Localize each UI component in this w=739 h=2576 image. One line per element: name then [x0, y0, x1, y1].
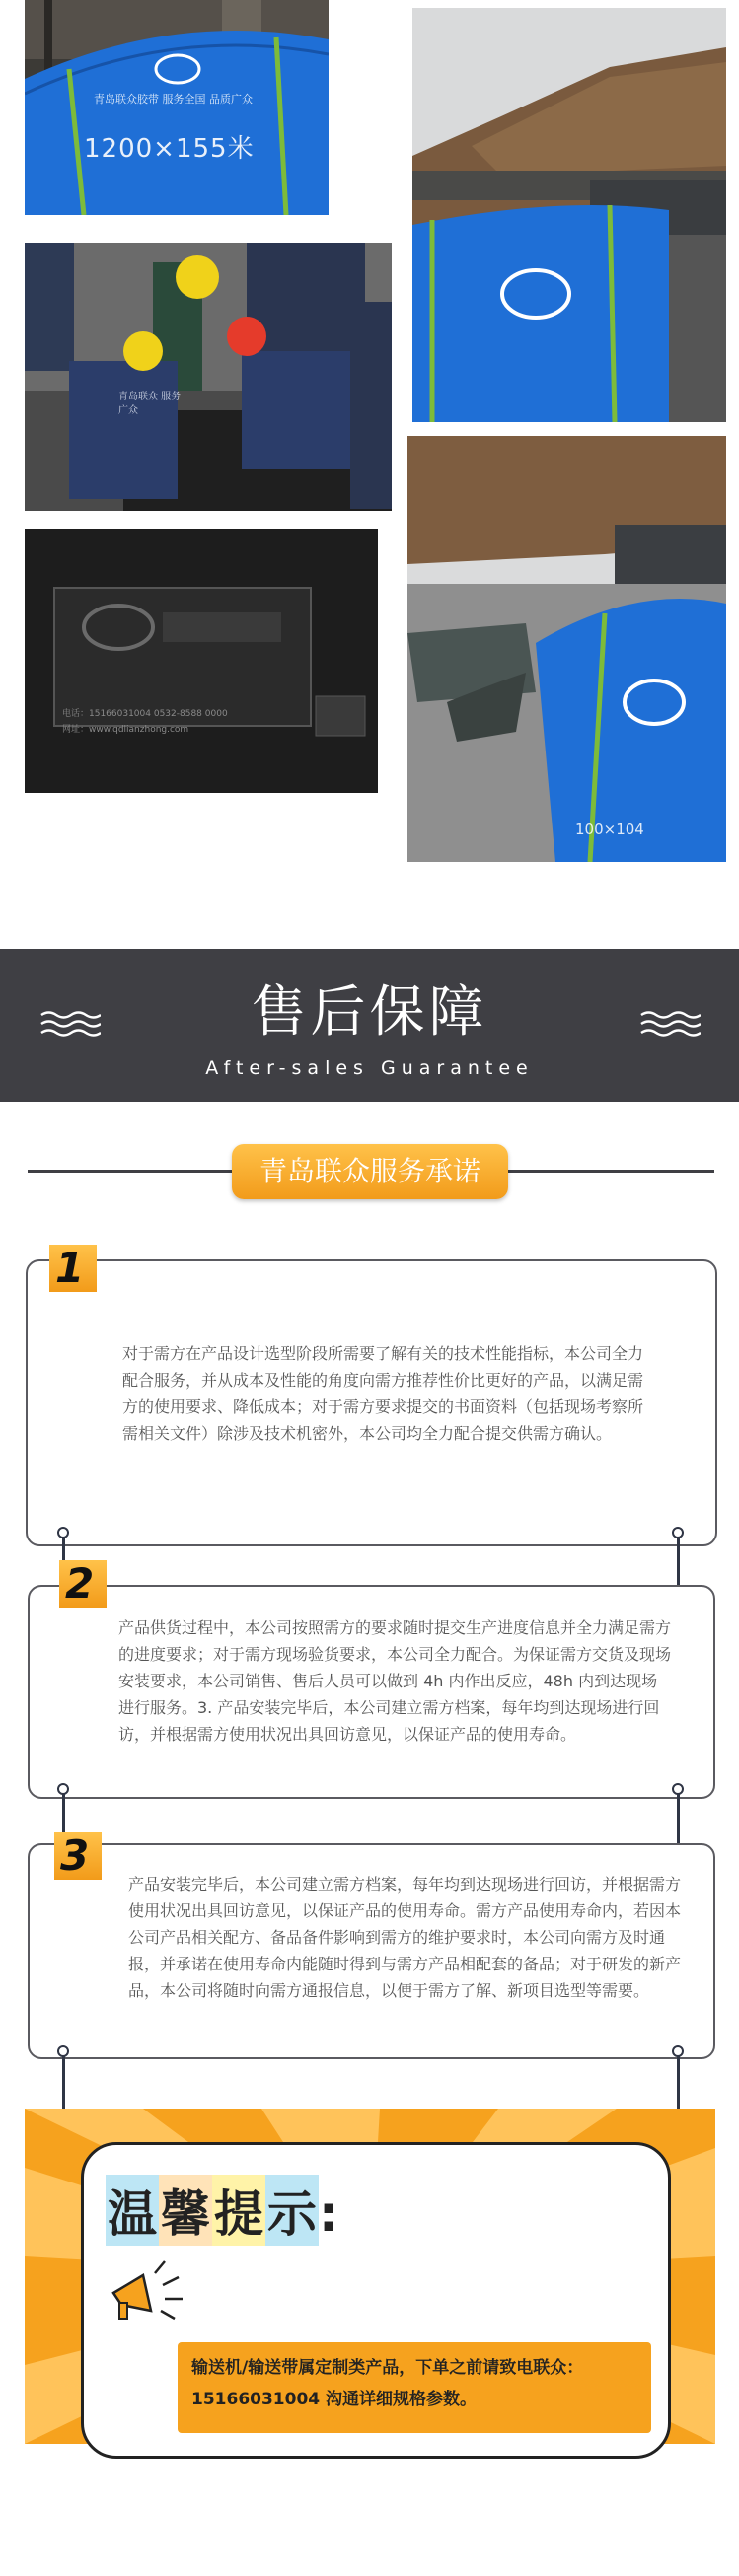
badge-number-2: 2: [65, 1559, 95, 1608]
tips-title: [106, 2175, 338, 2246]
photo-belt-roll-on-site: [407, 436, 726, 862]
heading-rule-right: [505, 1170, 714, 1173]
section-heading: 青岛联众服务承诺: [232, 1144, 508, 1199]
connector-right-3: [677, 2053, 680, 2112]
belt-roll-size-label: 1200×155米: [84, 134, 255, 164]
tips-notice-box: [178, 2342, 651, 2433]
photo-site-belt-roll: [412, 8, 726, 422]
connector-right-1: [677, 1537, 680, 1591]
number-badge-3: [54, 1832, 102, 1880]
badge-number-1: 1: [55, 1244, 85, 1292]
after-sales-banner: [0, 949, 739, 1102]
photo-embossed-belt-logo: [25, 529, 378, 793]
tips-title-char-4: 示: [265, 2175, 319, 2246]
commitment-card-2: [28, 1585, 715, 1799]
megaphone-icon: [104, 2254, 192, 2332]
commitment-text-2: 产品供货过程中，本公司按照需方的要求随时提交生产进度信息并全力满足需方的进度要求；对于需方现场验货要求，本公司全力配合。为保证需方交货及现场安装要求，本公司销售、售后人员可以做到 4h 内作出反应，48h 内到达现场进行服务。3. 产品安装完毕后，本公司建立需方档案，每年均到达现场进行回访，并根据需方使用状况出具回访意见，以保证产品的使用寿命。: [118, 1618, 672, 1744]
tips-card: [81, 2142, 671, 2459]
banner-title: 售后保障: [251, 980, 488, 1044]
heading-rule-left: [28, 1170, 235, 1173]
connector-left-3: [62, 2053, 65, 2112]
embossed-web-text: 网址：www.qdlianzhong.com: [62, 725, 189, 735]
commitment-card-3: [28, 1843, 715, 2059]
embossed-phone-text: 电话：15166031004 0532-8588 0000: [62, 709, 228, 719]
number-badge-1: [49, 1245, 97, 1292]
commitment-text-1: 对于需方在产品设计选型阶段所需要了解有关的技术性能指标，本公司全力配合服务，并从成本及性能的角度向需方推荐性价比更好的产品，以满足需方的使用要求、降低成本；对于需方要求提交的书面资料（包括现场考察所需相关文件）除涉及技术机密外，本公司均全力配合提交供需方确认。: [122, 1344, 644, 1443]
belt-roll-brand-text: 青岛联众胶带 服务全国 品质广众: [94, 93, 253, 106]
connector-dot: [672, 1527, 684, 1538]
connector-dot: [672, 1783, 684, 1795]
right-wave-icon: [639, 1010, 701, 1038]
tips-title-colon: :: [319, 2185, 338, 2243]
tips-title-char-2: 馨: [159, 2175, 212, 2246]
connector-dot: [57, 1783, 69, 1795]
commitment-card-1: [26, 1259, 717, 1546]
number-badge-2: [59, 1560, 107, 1608]
tips-title-char-3: 提: [212, 2175, 265, 2246]
roll-bottom-size-label: 100×104: [575, 821, 644, 838]
photo-workers-on-site: [25, 243, 392, 511]
worker-vest-text: 青岛联众 服务广众: [118, 392, 182, 416]
tips-title-char-1: 温: [106, 2175, 159, 2246]
banner-subtitle: After-sales Guarantee: [205, 1057, 534, 1079]
connector-dot: [672, 2045, 684, 2057]
commitment-text-3: 产品安装完毕后，本公司建立需方档案，每年均到达现场进行回访，并根据需方使用状况出具回访意见，以保证产品的使用寿命。需方产品使用寿命内，若因本公司产品相关配方、备品备件影响到需方的维护要求时，本公司向需方及时通报，并承诺在使用寿命内能随时得到与需方产品相配套的备品；对于研发的新产品，本公司将随时向需方通报信息，以便于需方了解、新项目选型等需要。: [128, 1875, 682, 2000]
connector-dot: [57, 2045, 69, 2057]
photo-belt-roll-closeup: [25, 0, 329, 215]
badge-number-3: 3: [60, 1831, 90, 1880]
connector-right-2: [677, 1793, 680, 1847]
connector-dot: [57, 1527, 69, 1538]
tips-notice-text: 输送机/输送带属定制类产品，下单之前请致电联众：15166031004 沟通详细规格参数。: [191, 2358, 584, 2409]
